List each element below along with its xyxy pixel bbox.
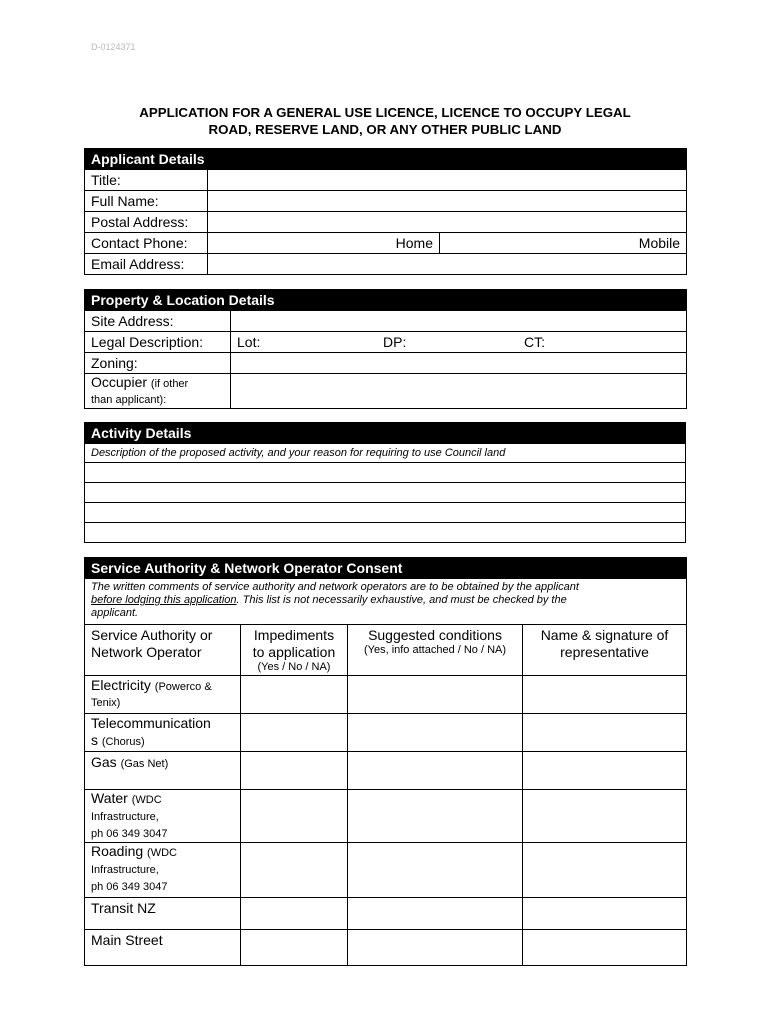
activity-line-2[interactable]: [85, 483, 686, 503]
title-line-1: APPLICATION FOR A GENERAL USE LICENCE, LICENCE TO OCCUPY LEGAL: [139, 105, 631, 120]
home-phone-field[interactable]: [208, 233, 440, 254]
roading-note-1: (WDC: [147, 847, 177, 859]
gas-impediments-field[interactable]: [241, 752, 348, 790]
activity-details-header: Activity Details: [85, 423, 686, 444]
col-service-authority: [85, 625, 241, 676]
row-roading: [85, 843, 241, 898]
electricity-impediments-field[interactable]: [241, 676, 348, 714]
roading-label: Roading: [91, 843, 144, 859]
consent-table: [84, 557, 687, 966]
gas-conditions-field[interactable]: [348, 752, 523, 790]
water-conditions-field[interactable]: [348, 790, 523, 843]
mainstreet-impediments-field[interactable]: [241, 930, 348, 966]
roading-signature-field[interactable]: [523, 843, 687, 898]
occupier-field[interactable]: [231, 374, 687, 409]
mainstreet-signature-field[interactable]: [523, 930, 687, 966]
mobile-label: Mobile: [638, 235, 681, 251]
water-note-2: Infrastructure,: [91, 811, 159, 823]
consent-intro-2: . This list is not necessarily exhaustive, and must be checked by the: [236, 594, 567, 606]
document-id: D-0124371: [91, 42, 136, 52]
title-label: Title:: [85, 170, 208, 191]
col-name-signature: [523, 625, 687, 676]
table-row: [85, 790, 687, 843]
water-label: Water: [91, 790, 128, 806]
mainstreet-conditions-field[interactable]: [348, 930, 523, 966]
row-main-street: Main Street: [85, 930, 241, 966]
roading-conditions-field[interactable]: [348, 843, 523, 898]
telecom-signature-field[interactable]: [523, 714, 687, 752]
row-gas: [85, 752, 241, 790]
col2-note: (Yes / No / NA): [257, 661, 331, 673]
roading-impediments-field[interactable]: [241, 843, 348, 898]
col4-line2: representative: [560, 644, 649, 660]
legal-description-field[interactable]: [231, 332, 687, 353]
roading-note-2: Infrastructure,: [91, 864, 159, 876]
gas-label: Gas: [91, 754, 117, 770]
postal-label: Postal Address:: [85, 212, 208, 233]
col-suggested-conditions: [348, 625, 523, 676]
occupier-label-cell: [85, 374, 231, 409]
legal-description-label: Legal Description:: [85, 332, 231, 353]
site-address-label: Site Address:: [85, 311, 231, 332]
occupier-label: Occupier: [91, 374, 148, 390]
table-row: [85, 752, 687, 790]
fullname-field[interactable]: [208, 191, 687, 212]
mobile-phone-field[interactable]: [440, 233, 687, 254]
home-label: Home: [395, 235, 433, 251]
gas-signature-field[interactable]: [523, 752, 687, 790]
col1-line2: Network Operator: [91, 644, 202, 660]
col2-line2: to application: [252, 644, 336, 660]
activity-line-1[interactable]: [85, 463, 686, 483]
water-signature-field[interactable]: [523, 790, 687, 843]
activity-description-label: Description of the proposed activity, and your reason for requiring to use Council land: [85, 444, 686, 463]
applicant-details-table: [84, 148, 687, 275]
zoning-field[interactable]: [231, 353, 687, 374]
property-details-table: [84, 289, 687, 409]
electricity-label: Electricity: [91, 677, 151, 693]
roading-note-3: ph 06 349 3047: [91, 881, 168, 893]
consent-header: Service Authority & Network Operator Consent: [85, 558, 687, 579]
col3-note: (Yes, info attached / No / NA): [363, 644, 507, 656]
col3-line1: Suggested conditions: [368, 627, 502, 643]
property-details-header: Property & Location Details: [85, 290, 687, 311]
col2-line1: Impediments: [253, 627, 335, 643]
col4-line1: Name & signature of: [540, 627, 669, 643]
zoning-label: Zoning:: [85, 353, 231, 374]
activity-line-4[interactable]: [85, 523, 686, 543]
ct-label: CT:: [524, 334, 545, 350]
consent-intro-3: applicant.: [91, 607, 139, 619]
telecom-conditions-field[interactable]: [348, 714, 523, 752]
title-line-2: ROAD, RESERVE LAND, OR ANY OTHER PUBLIC LAND: [208, 122, 562, 137]
occupier-note-1: (if other: [150, 378, 189, 390]
row-transit-nz: Transit NZ: [85, 898, 241, 930]
water-note-3: ph 06 349 3047: [91, 828, 168, 840]
table-row: [85, 930, 687, 966]
electricity-signature-field[interactable]: [523, 676, 687, 714]
telecom-impediments-field[interactable]: [241, 714, 348, 752]
electricity-note-1: (Powerco &: [154, 681, 212, 693]
water-impediments-field[interactable]: [241, 790, 348, 843]
applicant-details-header: Applicant Details: [85, 149, 687, 170]
activity-details-table: [84, 422, 686, 543]
consent-intro: [85, 579, 687, 625]
table-row: [85, 843, 687, 898]
title-field[interactable]: [208, 170, 687, 191]
consent-intro-1: The written comments of service authority and network operators are to be obtained by the applicant: [91, 581, 579, 593]
telecom-label-1: Telecommunication: [91, 715, 211, 731]
lot-label: Lot:: [237, 334, 261, 350]
occupier-note-2: than applicant):: [91, 394, 167, 406]
activity-line-3[interactable]: [85, 503, 686, 523]
water-note-1: (WDC: [131, 794, 162, 806]
row-electricity: [85, 676, 241, 714]
transit-signature-field[interactable]: [523, 898, 687, 930]
table-row: [85, 898, 687, 930]
phone-label: Contact Phone:: [85, 233, 208, 254]
row-water: [85, 790, 241, 843]
transit-impediments-field[interactable]: [241, 898, 348, 930]
col1-line1: Service Authority or: [91, 627, 213, 643]
telecom-note: (Chorus): [101, 736, 145, 748]
dp-label: DP:: [383, 334, 407, 350]
site-address-field[interactable]: [231, 311, 687, 332]
electricity-conditions-field[interactable]: [348, 676, 523, 714]
page-title: [84, 104, 686, 138]
postal-field[interactable]: [208, 212, 687, 233]
table-row: [85, 714, 687, 752]
email-field[interactable]: [208, 254, 687, 275]
electricity-note-2: Tenix): [91, 697, 121, 709]
col-impediments: [241, 625, 348, 676]
telecom-label-2: s: [91, 732, 98, 748]
gas-note: (Gas Net): [120, 758, 169, 770]
table-row: [85, 676, 687, 714]
consent-intro-underlined: before lodging this application: [91, 594, 237, 606]
transit-conditions-field[interactable]: [348, 898, 523, 930]
fullname-label: Full Name:: [85, 191, 208, 212]
row-telecommunications: [85, 714, 241, 752]
email-label: Email Address:: [85, 254, 208, 275]
